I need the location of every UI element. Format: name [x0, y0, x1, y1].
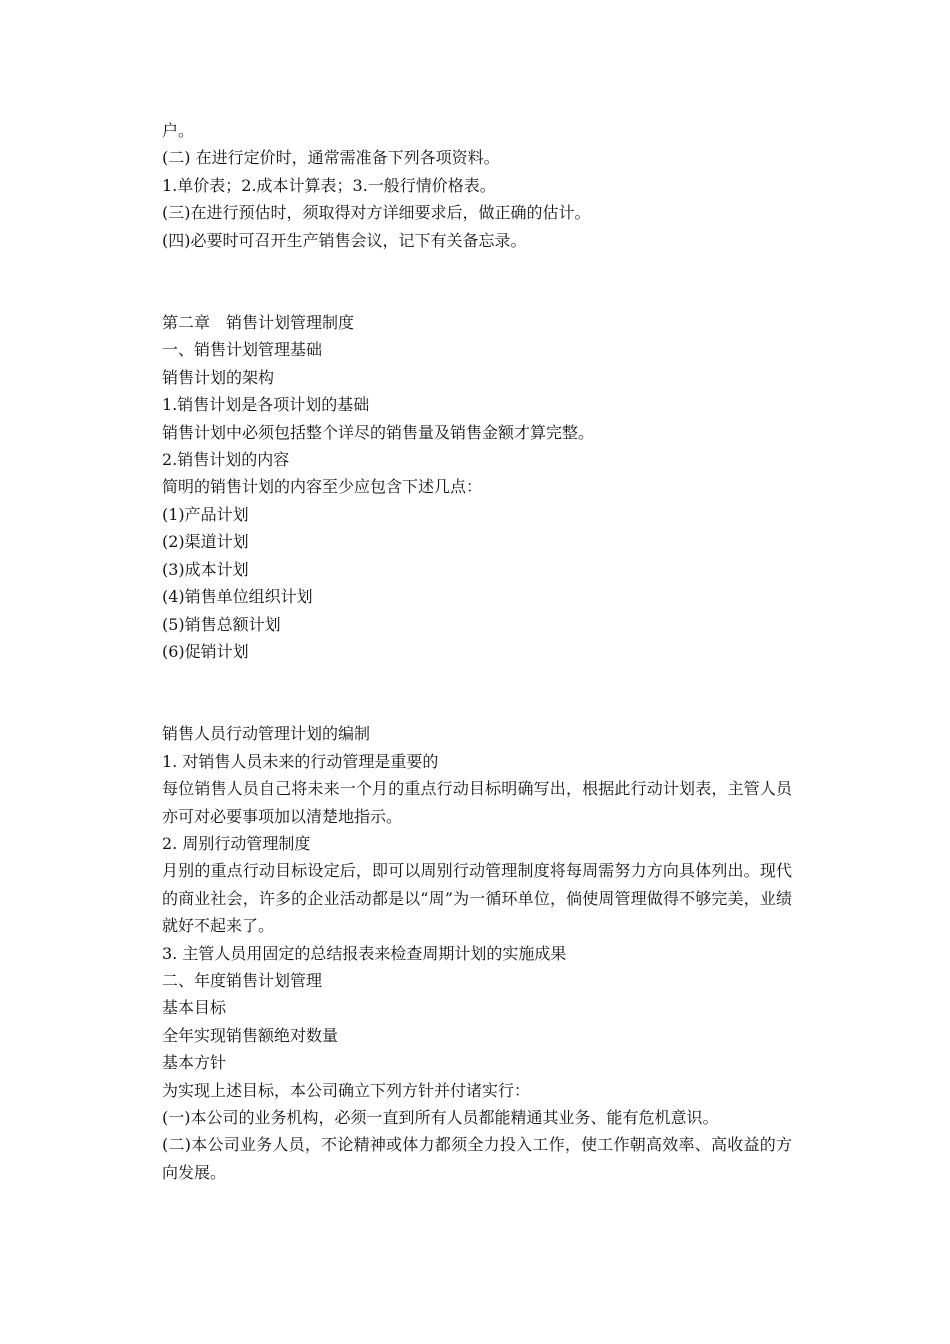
text-line: 简明的销售计划的内容至少应包含下述几点：: [162, 477, 483, 497]
text-line: 1.单价表；2.成本计算表；3.一般行情价格表。: [162, 175, 496, 195]
text-line: (三)在进行预估时，须取得对方详细要求后，做正确的估计。: [162, 203, 591, 223]
section-gap: [162, 665, 792, 720]
text-line: 2. 周别行动管理制度: [162, 833, 311, 853]
text-line: 销售计划中必须包括整个详尽的销售量及销售金额才算完整。: [162, 422, 595, 442]
section-heading: 二、年度销售计划管理: [162, 970, 323, 990]
text-line: (二) 在进行定价时，通常需准备下列各项资料。: [162, 148, 500, 168]
text-line: 为实现上述目标，本公司确立下列方针并付诸实行：: [162, 1080, 531, 1100]
paragraph: (二)本公司业务人员，不论精神或体力都须全力投入工作，使工作朝高效率、高收益的方向发展。: [162, 1135, 792, 1182]
document-page: [162, 117, 792, 1186]
text-line: (四)必要时可召开生产销售会议，记下有关备忘录。: [162, 230, 527, 250]
text-line: 基本方针: [162, 1053, 227, 1073]
paragraph: (一)本公司的业务机构，必须一直到所有人员都能精通其业务、能有危机意识。: [162, 1108, 719, 1127]
text-line: 销售计划的架构: [162, 367, 275, 387]
list-item: (6)促销计划: [162, 641, 249, 661]
list-item: (2)渠道计划: [162, 532, 249, 552]
text-line: 全年实现销售额绝对数量: [162, 1025, 339, 1045]
section-heading: 一、销售计划管理基础: [162, 340, 323, 360]
paragraph: 每位销售人员自己将未来一个月的重点行动目标明确写出，根据此行动计划表，主管人员亦可对必要事项加以清楚地指示。: [162, 779, 792, 826]
text-line: 2.销售计划的内容: [162, 450, 290, 470]
list-item: (3)成本计划: [162, 559, 249, 579]
section-sales-staff-plan: [162, 720, 792, 1186]
text-line: 3. 主管人员用固定的总结报表来检查周期计划的实施成果: [162, 943, 567, 963]
text-line: 1. 对销售人员未来的行动管理是重要的: [162, 751, 439, 771]
paragraph: 月别的重点行动目标设定后，即可以周别行动管理制度将每周需努力方向具体列出。现代的商业社会，许多的企业活动都是以“周”为一循环单位，倘使周管理做得不够完美，业绩就好不起来了。: [162, 861, 792, 936]
section-gap: [162, 254, 792, 309]
text-line: 1.销售计划是各项计划的基础: [162, 395, 370, 415]
text-line: 户。: [162, 121, 195, 140]
section-pricing-notes: [162, 117, 792, 254]
list-item: (5)销售总额计划: [162, 614, 281, 634]
list-item: (4)销售单位组织计划: [162, 587, 313, 607]
chapter-heading: 第二章 销售计划管理制度: [162, 313, 355, 333]
section-chapter-two: [162, 309, 792, 665]
list-item: (1)产品计划: [162, 504, 249, 524]
text-line: 销售人员行动管理计划的编制: [162, 724, 371, 744]
text-line: 基本目标: [162, 998, 227, 1018]
